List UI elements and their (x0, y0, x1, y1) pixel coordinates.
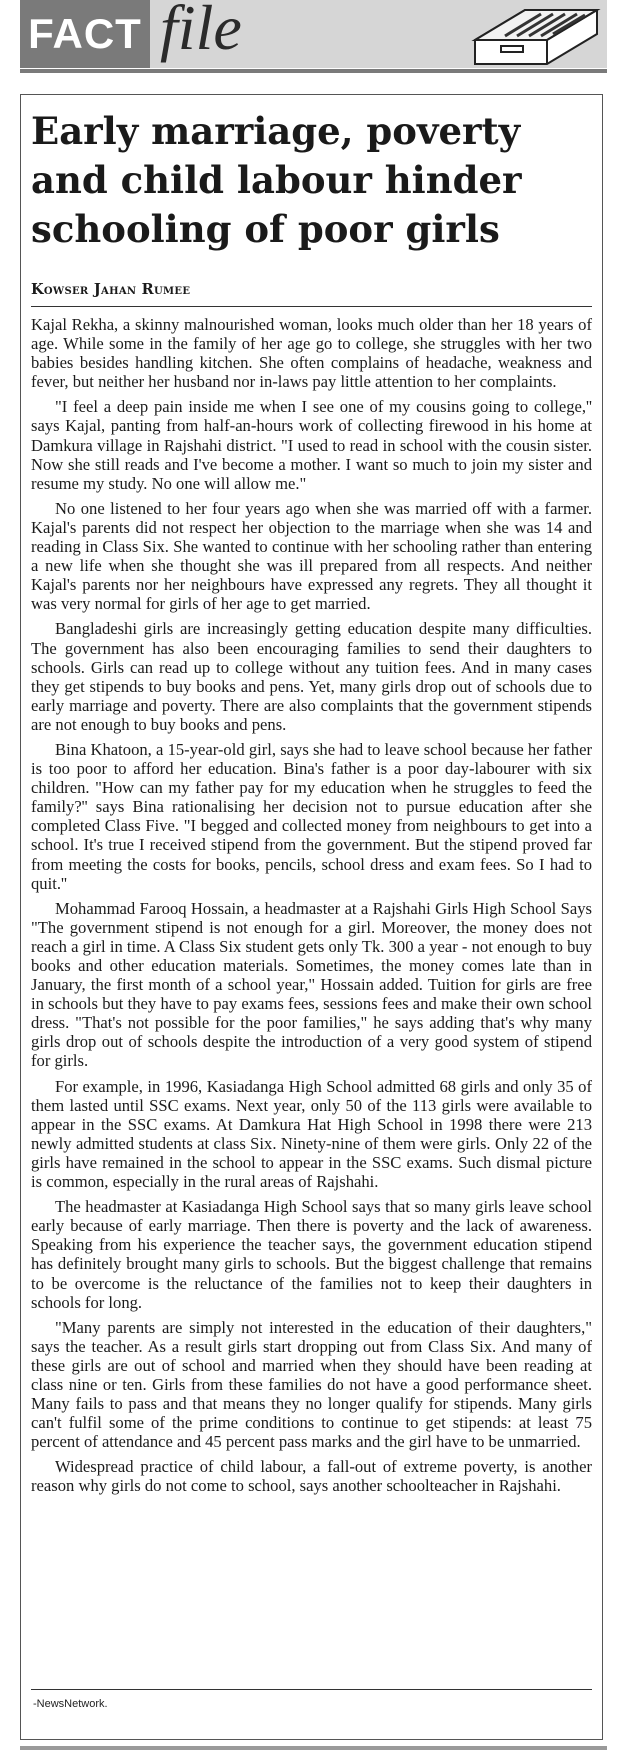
article-paragraph: Widespread practice of child labour, a fall-out of extreme poverty, is another reason why girls do not come to school, says another schoolteacher in Rajshahi. (31, 1457, 592, 1496)
fact-file-header (20, 0, 607, 68)
footer-rule (20, 1746, 607, 1750)
article-paragraph: For example, in 1996, Kasiadanga High School admitted 68 girls and only 35 of them lasted until SSC exams. Next year, only 50 of the 113 girls were available to appear in the SSC exams. At Damkura Hat High School in 1998 there were 213 newly admitted students at class Six. Ninety-nine of them were girls. Only 22 of the girls have remained in the school to appear in the SSC exams. Such dismal picture is common, especially in the rural areas of Rajshahi. (31, 1076, 592, 1192)
article-paragraph: Kajal Rekha, a skinny malnourished woman, looks much older than her 18 years of age. While some in the family of her age go to college, she struggles with her two babies besides handling kitchen. She often complains of headache, weakness and fever, but neither her husband nor in-laws pay little attention to her complaints. (31, 315, 592, 392)
article-paragraph: The headmaster at Kasiadanga High School says that so many girls leave school early because of early marriage. Then there is poverty and the lack of awareness. Speaking from his experience the teacher says, the government education stipend has definitely brought many girls to schools. But the biggest challenge that remains to be overcome is the reluctance of the families not to keep their daughters in schools for long. (31, 1197, 592, 1312)
article-byline: Kowser Jahan Rumee (31, 281, 191, 298)
fact-label: FACT (20, 0, 150, 68)
article-body (31, 315, 592, 1502)
article-paragraph: "Many parents are simply not interested in the education of their daughters," says the teacher. As a result girls start dropping out from Class Six. And many of these girls are out of school and married when they should have been reading at class nine or ten. Girls from these families do not have a good performance sheet. Many fails to pass and that means they no longer qualify for stipends. Many girls can't fulfil some of the prime conditions to continue to get stipends: at least 75 percent of attendance and 45 percent pass marks and the girl have to be unmarried. (31, 1317, 592, 1452)
article-paragraph: "I feel a deep pain inside me when I see one of my cousins going to college,'' says Kajal, panting from half-an-hours work of collecting firewood in his home at Damkura village in Rajshahi district. "I used to read in school with the cousin sister. Now she still reads and I've become a mother. I want so much to join my sister and resume my study. No one will allow me." (31, 397, 592, 493)
file-drawer-icon (465, 0, 605, 68)
file-label: file (160, 0, 242, 63)
article-paragraph: Bina Khatoon, a 15-year-old girl, says she had to leave school because her father is too poor to afford her education. Bina's father is a poor day-labourer with six children. "How can my father pay for my education when he struggles to feed the family?'' says Bina rationalising her decision not to pursue education after she completed Class Five. "I begged and collected money from neighbours to get into a school. It's true I received stipend from the government. But the stipend proved far from meeting the costs for books, pencils, school dress and exam fees. So I had to quit.'' (31, 739, 592, 893)
article-credit: -NewsNetwork. (33, 1698, 108, 1710)
article-paragraph: Bangladeshi girls are increasingly getting education despite many difficulties. The government has also been encouraging families to send their daughters to schools. Girls can read up to college without any tuition fees. And in many cases they get stipends to buy books and pens. Yet, many girls drop out of schools due to early marriage and poverty. There are also complaints that the government stipends are not enough to buy books and pens. (31, 619, 592, 734)
article-end-rule (31, 1689, 592, 1690)
article-headline: Early marriage, poverty and child labour hinder schooling of poor girls (31, 109, 522, 251)
article-paragraph: Mohammad Farooq Hossain, a headmaster at a Rajshahi Girls High School Says "The government stipend is not enough for a girl. Moreover, the money does not reach a girl in time. A Class Six student gets only Tk. 300 a year - not enough to buy books and other education materials. Sometimes, the money comes late than in January, the first month of a school year," Hossain added. Tuition for girls are free in schools but they have to pay exams fees, sessions fees and make their own school dress. "That's not possible for the poor families," he says adding that's why many girls drop out of schools despite the introduction of a very good system of stipend for girls. (31, 898, 592, 1071)
byline-rule (31, 306, 592, 307)
article-paragraph: No one listened to her four years ago when she was married off with a farmer. Kajal's parents did not respect her objection to the marriage when she was 14 and reading in Class Six. She wanted to continue with her schooling rather than entering a new life when she thought she was ill prepared from all respects. And neither Kajal's parents nor her neighbours have expressed any regrets. They all thought it was very normal for girls of her age to get married. (31, 498, 592, 614)
header-rule (20, 69, 607, 73)
article-box (20, 94, 603, 1740)
